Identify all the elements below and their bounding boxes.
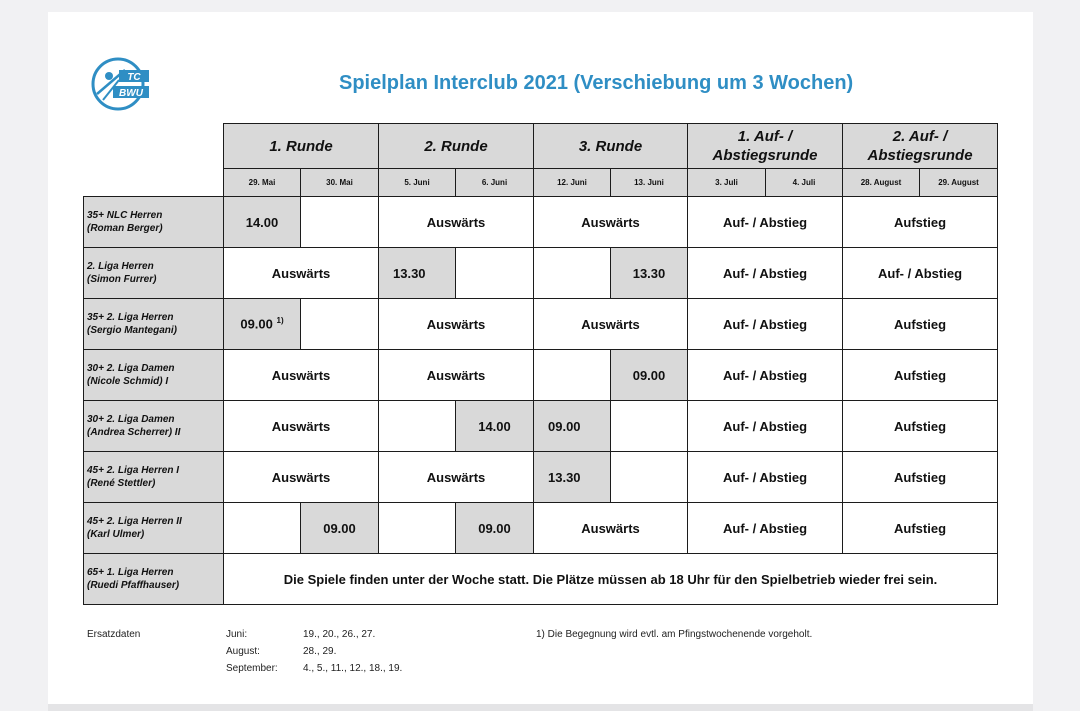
match-empty (534, 248, 611, 299)
promotion-relegation: Auf- / Abstieg (688, 350, 843, 401)
match-away: Auswärts (224, 350, 379, 401)
promotion: Aufstieg (843, 503, 998, 554)
promotion: Aufstieg (843, 197, 998, 248)
team-row (84, 197, 998, 248)
match-time-home: 09.00 (456, 503, 534, 554)
team-captain: (Andrea Scherrer) II (87, 427, 181, 438)
schedule-table (83, 123, 998, 605)
team-captain: (Ruedi Pfaffhauser) (87, 580, 180, 591)
match-time-home: 09.00 (611, 350, 688, 401)
match-away: Auswärts (379, 197, 534, 248)
match-time-value: 09.00 (240, 316, 273, 332)
promotion: Aufstieg (843, 350, 998, 401)
footnote-marker: 1) (276, 316, 284, 326)
match-empty (224, 503, 301, 554)
match-time-home: 13.30 (379, 248, 456, 299)
replacement-month: September: (226, 663, 278, 674)
replacement-month: Juni: (226, 629, 248, 640)
match-away: Auswärts (379, 350, 534, 401)
match-time-home: 13.30 (534, 452, 611, 503)
replacement-row (226, 660, 402, 677)
promotion-relegation: Auf- / Abstieg (688, 248, 843, 299)
team-captain: (Karl Ulmer) (87, 529, 145, 540)
document-title: Spielplan Interclub 2021 (Verschiebung um 3 Wochen) (339, 72, 854, 94)
svg-text:TC: TC (127, 72, 141, 83)
team-cell (84, 452, 224, 503)
round-title: 2. Runde (424, 137, 488, 155)
round-title: 1. Runde (269, 137, 333, 155)
team-name: 2. Liga Herren (87, 261, 154, 272)
date-header: 6. Juni (456, 169, 534, 197)
team-captain: (Sergio Mantegani) (87, 325, 178, 336)
round-header (843, 124, 998, 169)
team-cell (84, 299, 224, 350)
corner-cell (84, 169, 224, 197)
team-name: 45+ 2. Liga Herren II (87, 516, 182, 527)
round-header (224, 124, 379, 169)
match-empty (534, 350, 611, 401)
match-empty (611, 452, 688, 503)
team-captain: (Simon Furrer) (87, 274, 157, 285)
team-captain: (Nicole Schmid) I (87, 376, 169, 387)
replacement-days: 28., 29. (303, 646, 337, 657)
promotion-relegation: Auf- / Abstieg (843, 248, 998, 299)
round-title: 1. Auf- / (737, 128, 793, 145)
match-time-home: 14.00 (224, 197, 301, 248)
page-edge (48, 704, 1033, 711)
team-captain: (Roman Berger) (87, 223, 163, 234)
match-away: Auswärts (379, 452, 534, 503)
team-row (84, 554, 998, 605)
team-name: 35+ 2. Liga Herren (87, 312, 174, 323)
team-cell (84, 503, 224, 554)
team-name: 65+ 1. Liga Herren (87, 567, 174, 578)
round-header (688, 124, 843, 169)
team-row (84, 452, 998, 503)
match-empty (456, 248, 534, 299)
replacement-row (226, 626, 402, 643)
team-name: 35+ NLC Herren (87, 210, 163, 221)
promotion: Aufstieg (843, 299, 998, 350)
date-header-row (84, 169, 998, 197)
team-name: 30+ 2. Liga Damen (87, 414, 175, 425)
replacement-dates-label: Ersatzdaten (87, 629, 141, 640)
match-away: Auswärts (224, 248, 379, 299)
match-time-home: 09.00 (301, 503, 379, 554)
corner-cell (84, 124, 224, 169)
date-header: 29. August (920, 169, 998, 197)
match-time-home: 13.30 (611, 248, 688, 299)
date-header: 4. Juli (766, 169, 843, 197)
match-away: Auswärts (224, 401, 379, 452)
round-title: 3. Runde (578, 137, 643, 155)
date-header: 5. Juni (379, 169, 456, 197)
svg-text:BWU: BWU (119, 88, 143, 99)
promotion-relegation: Auf- / Abstieg (688, 197, 843, 248)
match-empty (379, 401, 456, 452)
round-header (534, 124, 688, 169)
team-captain: (René Stettler) (87, 478, 156, 489)
footnote: 1) Die Begegnung wird evtl. am Pfingstwochenende vorgeholt. (536, 629, 813, 640)
team-row (84, 350, 998, 401)
match-away: Auswärts (534, 503, 688, 554)
promotion: Aufstieg (843, 452, 998, 503)
replacement-dates (226, 626, 402, 677)
match-time-home (224, 299, 301, 350)
team-cell (84, 401, 224, 452)
team-name: 45+ 2. Liga Herren I (87, 465, 179, 476)
match-time-home: 14.00 (456, 401, 534, 452)
date-header: 13. Juni (611, 169, 688, 197)
promotion-relegation: Auf- / Abstieg (688, 299, 843, 350)
team-row (84, 299, 998, 350)
team-row (84, 248, 998, 299)
match-away: Auswärts (379, 299, 534, 350)
match-empty (379, 503, 456, 554)
match-empty (611, 401, 688, 452)
match-empty (301, 299, 379, 350)
round-subtitle: Abstiegsrunde (867, 147, 973, 164)
round-title: 2. Auf- / (892, 128, 948, 145)
match-away: Auswärts (224, 452, 379, 503)
team-cell (84, 554, 224, 605)
replacement-row (226, 643, 402, 660)
team-row (84, 401, 998, 452)
promotion: Aufstieg (843, 401, 998, 452)
replacement-month: August: (226, 646, 260, 657)
round-header-row (84, 124, 998, 169)
match-away: Auswärts (534, 197, 688, 248)
date-header: 29. Mai (224, 169, 301, 197)
promotion-relegation: Auf- / Abstieg (688, 401, 843, 452)
team-cell (84, 197, 224, 248)
team-row (84, 503, 998, 554)
replacement-days: 19., 20., 26., 27. (303, 629, 376, 640)
club-logo (89, 56, 151, 112)
promotion-relegation: Auf- / Abstieg (688, 503, 843, 554)
match-time-home: 09.00 (534, 401, 611, 452)
team-cell (84, 350, 224, 401)
promotion-relegation: Auf- / Abstieg (688, 452, 843, 503)
team-name: 30+ 2. Liga Damen (87, 363, 175, 374)
match-away: Auswärts (534, 299, 688, 350)
round-subtitle: Abstiegsrunde (712, 147, 818, 164)
weekday-note: Die Spiele finden unter der Woche statt. Die Plätze müssen ab 18 Uhr für den Spielbetrieb wieder frei sein. (224, 554, 998, 605)
date-header: 12. Juni (534, 169, 611, 197)
replacement-days: 4., 5., 11., 12., 18., 19. (303, 663, 403, 674)
round-header (379, 124, 534, 169)
date-header: 28. August (843, 169, 920, 197)
date-header: 3. Juli (688, 169, 766, 197)
team-cell (84, 248, 224, 299)
date-header: 30. Mai (301, 169, 379, 197)
match-empty (301, 197, 379, 248)
